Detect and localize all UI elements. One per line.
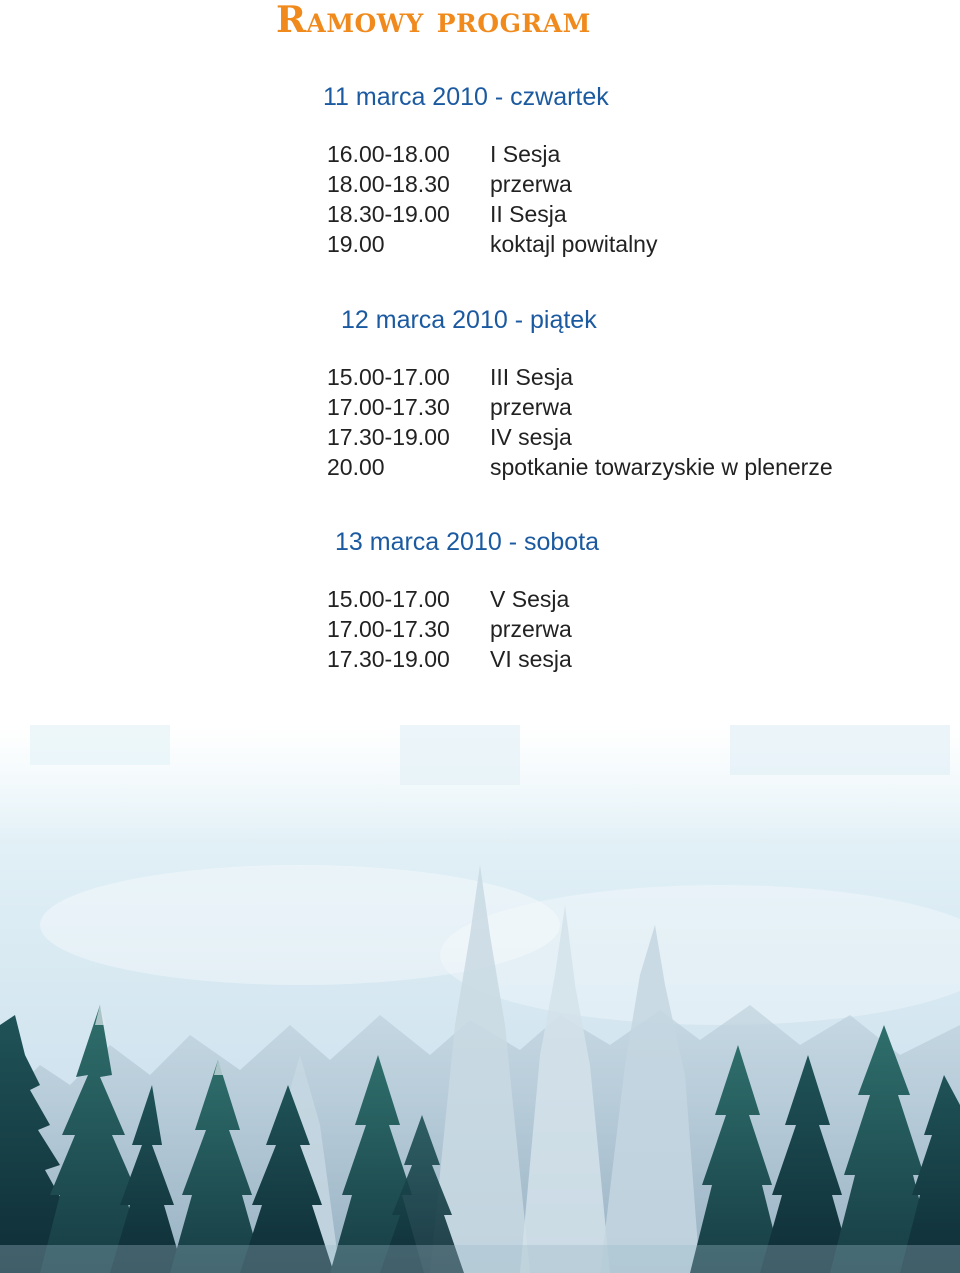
schedule-time: 17.30-19.00 [327,424,450,450]
schedule-event: IV sesja [490,424,572,450]
winter-forest-photo [0,725,960,1273]
schedule-day-2 [327,362,833,482]
schedule-row [327,169,657,199]
schedule-event: przerwa [490,616,572,642]
schedule-event: V Sesja [490,586,570,612]
schedule-row [327,199,657,229]
schedule-row [327,584,572,614]
schedule-row [327,362,833,392]
schedule-time: 17.00-17.30 [327,394,450,420]
schedule-row [327,139,657,169]
schedule-event: II Sesja [490,201,567,227]
schedule-time: 15.00-17.00 [327,364,450,390]
schedule-row [327,392,833,422]
schedule-event: koktajl powitalny [490,231,658,257]
schedule-time: 18.00-18.30 [327,171,450,197]
schedule-day-1 [327,139,657,259]
schedule-time: 15.00-17.00 [327,586,450,612]
day-heading-1: 11 marca 2010 - czwartek [323,83,609,111]
schedule-event: spotkanie towarzyskie w plenerze [490,454,833,480]
schedule-day-3 [327,584,572,674]
schedule-time: 17.30-19.00 [327,646,450,672]
schedule-row [327,614,572,644]
schedule-event: przerwa [490,171,572,197]
page-title: Ramowy program [276,0,591,41]
schedule-row [327,229,657,259]
schedule-row [327,644,572,674]
day-heading-2: 12 marca 2010 - piątek [341,306,597,334]
schedule-time: 19.00 [327,231,385,257]
schedule-time: 18.30-19.00 [327,201,450,227]
schedule-row [327,452,833,482]
schedule-time: 17.00-17.30 [327,616,450,642]
day-heading-3: 13 marca 2010 - sobota [335,528,600,556]
schedule-event: III Sesja [490,364,574,390]
schedule-time: 20.00 [327,454,385,480]
schedule-event: VI sesja [490,646,572,672]
schedule-time: 16.00-18.00 [327,141,450,167]
schedule-event: I Sesja [490,141,561,167]
schedule-row [327,422,833,452]
schedule-event: przerwa [490,394,572,420]
